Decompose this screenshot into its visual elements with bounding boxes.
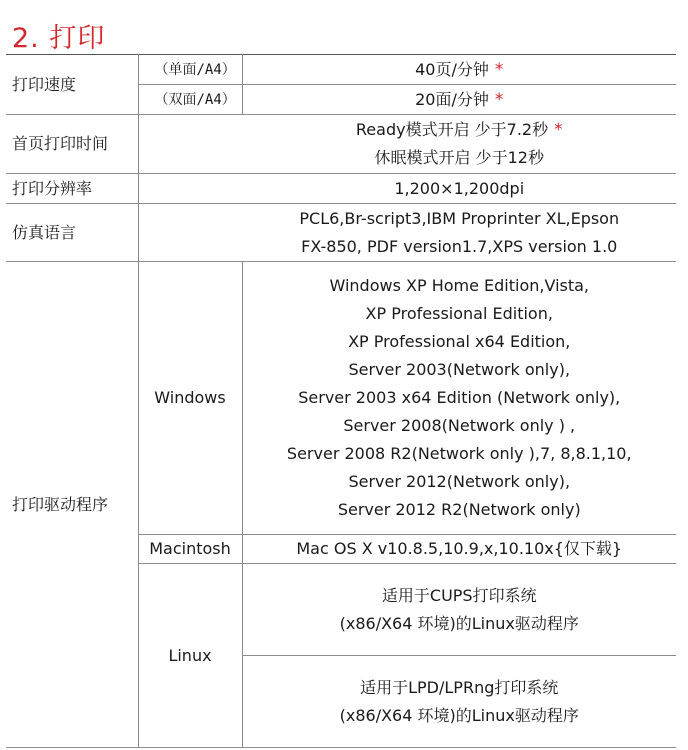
emulation-line1: PCL6,Br-script3,IBM Proprinter XL,Epson: [299, 208, 620, 228]
speed-label: 打印速度: [6, 55, 138, 115]
linux-cups-line1: 适用于CUPS打印系统: [381, 585, 537, 605]
spec-table: [6, 54, 676, 748]
driver-linux-cups-cell: [242, 564, 676, 656]
first-page-line2: 休眠模式开启 少于12秒: [374, 148, 544, 167]
asterisk-mark: *: [554, 120, 563, 140]
speed-single-cell: [242, 55, 676, 85]
driver-mac-value: Mac OS X v10.8.5,10.9,x,10.10x{仅下载}: [242, 535, 676, 564]
driver-mac-os: Macintosh: [138, 535, 242, 564]
emulation-label: 仿真语言: [6, 204, 138, 262]
windows-line: Server 2012 R2(Network only): [337, 500, 581, 519]
driver-linux-lpd-cell: [242, 656, 676, 748]
table-row: [6, 174, 676, 204]
windows-line: Server 2012(Network only),: [348, 472, 571, 491]
speed-duplex-value: 20面/分钟: [415, 89, 489, 109]
first-page-line1-wrap: [243, 116, 677, 144]
table-row: [6, 115, 676, 174]
speed-duplex-cell: [242, 85, 676, 115]
linux-lpd-line2: (x86/X64 环境)的Linux驱动程序: [339, 705, 579, 725]
speed-single-mode: （单面/A4）: [138, 55, 242, 85]
table-row: [6, 204, 676, 262]
resolution-value: 1,200×1,200dpi: [138, 174, 676, 204]
windows-line: XP Professional Edition,: [365, 304, 553, 323]
speed-duplex-mode: （双面/A4）: [138, 85, 242, 115]
linux-cups-line2: (x86/X64 环境)的Linux驱动程序: [339, 613, 579, 633]
linux-lpd-line1: 适用于LPD/LPRng打印系统: [360, 677, 559, 697]
emulation-line2: FX-850, PDF version1.7,XPS version 1.0: [301, 236, 618, 256]
table-row: [6, 55, 676, 85]
windows-line: Server 2003(Network only),: [348, 360, 571, 379]
first-page-line1: Ready模式开启 少于7.2秒: [355, 120, 549, 139]
driver-linux-os: Linux: [138, 564, 242, 748]
driver-windows-os: Windows: [138, 262, 242, 535]
driver-label: 打印驱动程序: [6, 262, 138, 748]
table-row: [6, 262, 676, 535]
windows-line: Windows XP Home Edition,Vista,: [329, 276, 590, 295]
asterisk-mark: *: [494, 59, 504, 80]
windows-line: XP Professional x64 Edition,: [348, 332, 571, 351]
page-title: 2. 打印: [12, 23, 106, 54]
resolution-label: 打印分辨率: [6, 174, 138, 204]
first-page-cell: [138, 115, 676, 174]
driver-windows-cell: [242, 262, 676, 535]
speed-single-value: 40页/分钟: [415, 59, 489, 79]
asterisk-mark: *: [494, 89, 504, 110]
windows-line: Server 2008(Network only ) ,: [343, 416, 576, 435]
windows-line: Server 2003 x64 Edition (Network only),: [298, 388, 621, 407]
first-page-label: 首页打印时间: [6, 115, 138, 174]
windows-line: Server 2008 R2(Network only ),7, 8,8.1,10,: [286, 444, 632, 463]
emulation-cell: [138, 204, 676, 262]
